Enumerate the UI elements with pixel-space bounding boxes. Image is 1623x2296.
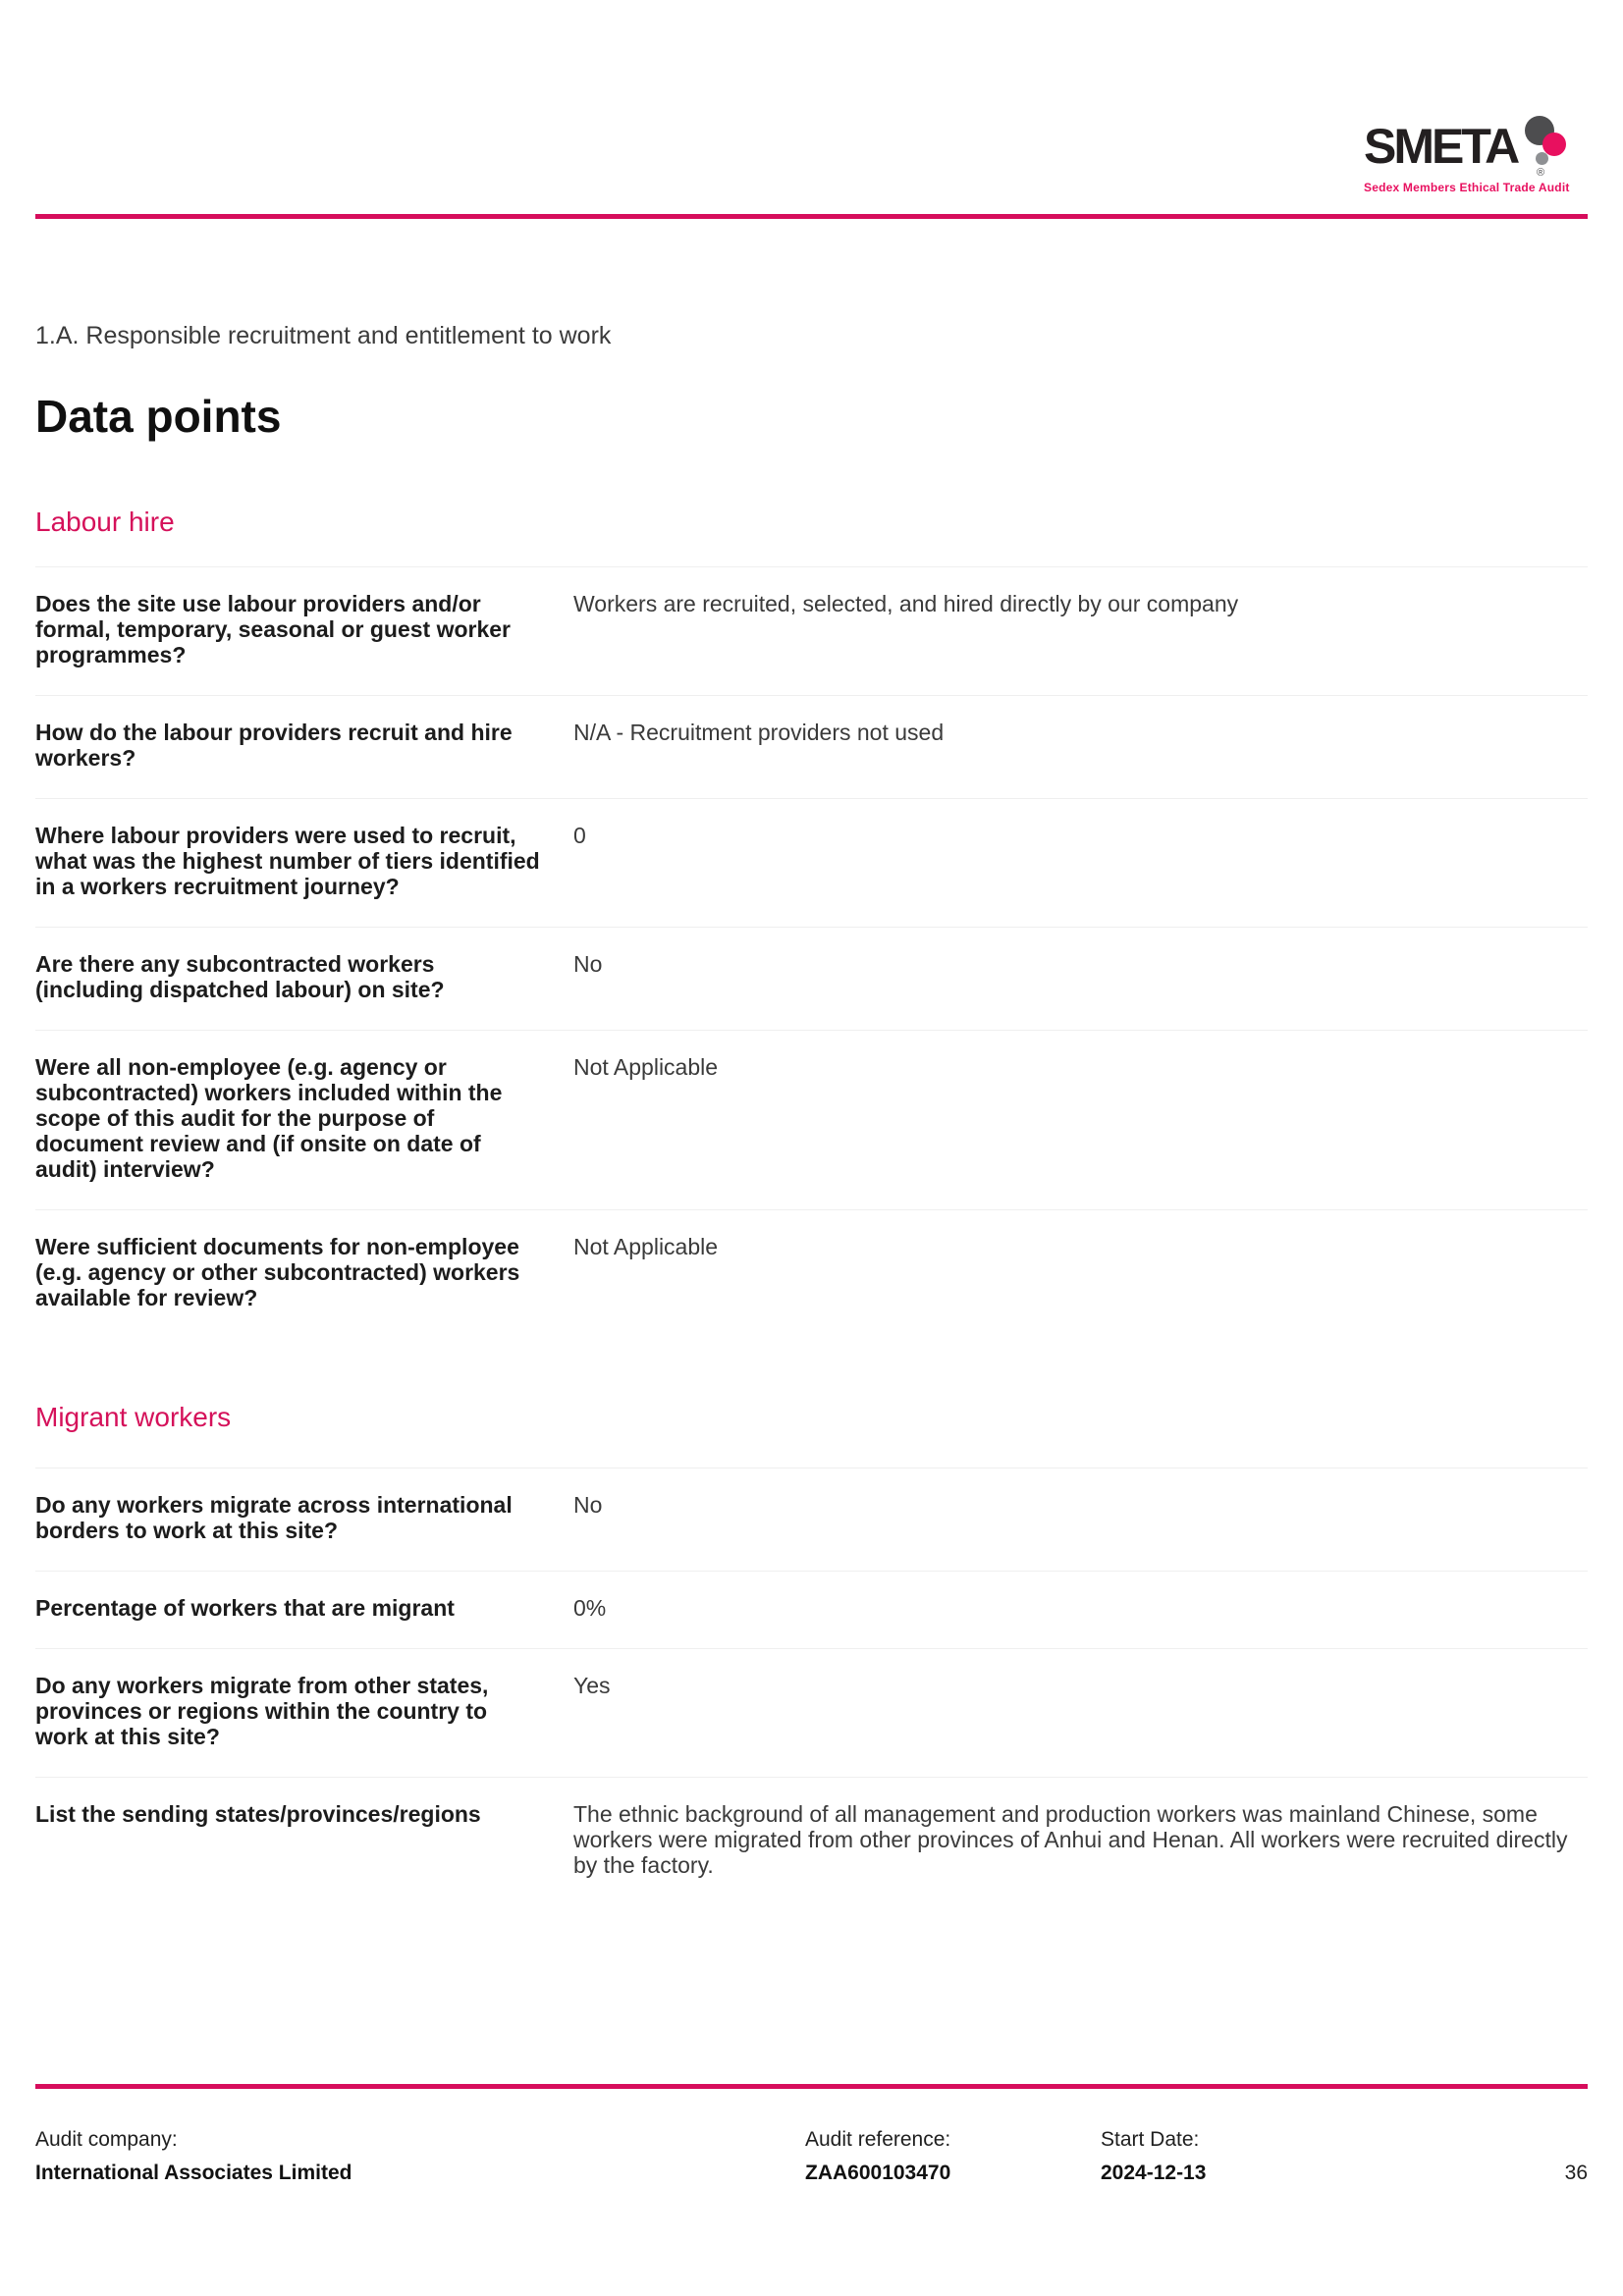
answer: Yes — [573, 1673, 611, 1698]
qa-row — [35, 1468, 1588, 1571]
qa-row — [35, 1209, 1588, 1310]
section-labour-hire — [35, 506, 1588, 1310]
question: Does the site use labour providers and/or formal, temporary, seasonal or guest worker programmes? — [35, 591, 512, 667]
answer: No — [573, 1492, 603, 1518]
question: Were all non-employee (e.g. agency or subcontracted) workers included within the scope of this audit for the purpose of document review and (if onsite on date of audit) interview? — [35, 1054, 503, 1182]
footer-start-date — [1101, 2127, 1565, 2186]
logo-dot-pink-icon — [1542, 133, 1566, 156]
smeta-logo-wordmark: SMETA — [1364, 119, 1518, 174]
group-heading-labour-hire: Labour hire — [35, 507, 175, 537]
question: Do any workers migrate from other states, provinces or regions within the country to work at this site? — [35, 1673, 489, 1749]
qa-row — [35, 1648, 1588, 1777]
start-date-value: 2024-12-13 — [1101, 2162, 1207, 2184]
answer: 0% — [573, 1595, 607, 1621]
answer: Not Applicable — [573, 1234, 719, 1259]
logo-dot-small-gray-icon — [1536, 152, 1548, 165]
smeta-logo-mark — [1364, 106, 1578, 181]
page-number: 36 — [1564, 2162, 1588, 2184]
qa-row — [35, 1030, 1588, 1209]
footer-audit-reference — [805, 2127, 1101, 2186]
qa-row — [35, 927, 1588, 1030]
qa-row — [35, 566, 1588, 695]
question: List the sending states/provinces/regions — [35, 1801, 481, 1827]
qa-row — [35, 1571, 1588, 1648]
answer: Workers are recruited, selected, and hired directly by our company — [573, 591, 1239, 616]
question: Are there any subcontracted workers (including dispatched labour) on site? — [35, 951, 445, 1002]
question: How do the labour providers recruit and hire workers? — [35, 720, 513, 771]
question: Were sufficient documents for non-employee (e.g. agency or other subcontracted) workers available for review? — [35, 1234, 520, 1310]
question: Where labour providers were used to recruit, what was the highest number of tiers identified in a workers recruitment journey? — [35, 823, 540, 899]
answer: The ethnic background of all management and production workers was mainland Chinese, some workers were migrated from other provinces of Anhui and Henan. All workers were recruited directly by the factory. — [573, 1801, 1568, 1878]
answer: 0 — [573, 823, 586, 848]
smeta-logo — [1364, 106, 1578, 198]
question: Do any workers migrate across international borders to work at this site? — [35, 1492, 513, 1543]
audit-company-label: Audit company: — [35, 2128, 178, 2151]
section-title: 1.A. Responsible recruitment and entitlement to work — [35, 322, 612, 349]
group-heading-migrant-workers: Migrant workers — [35, 1402, 232, 1432]
page-content — [35, 219, 1588, 1878]
qa-row — [35, 798, 1588, 927]
page-title: Data points — [35, 391, 282, 442]
answer: N/A - Recruitment providers not used — [573, 720, 945, 745]
smeta-logo-tagline: Sedex Members Ethical Trade Audit — [1364, 181, 1570, 194]
registered-trademark: ® — [1537, 167, 1545, 179]
question: Percentage of workers that are migrant — [35, 1595, 455, 1621]
start-date-label: Start Date: — [1101, 2128, 1200, 2151]
audit-reference-value: ZAA600103470 — [805, 2162, 951, 2184]
page-footer — [35, 2084, 1588, 2186]
answer: No — [573, 951, 603, 977]
audit-company-value: International Associates Limited — [35, 2162, 352, 2184]
footer-columns — [35, 2127, 1588, 2186]
answer: Not Applicable — [573, 1054, 719, 1080]
audit-reference-label: Audit reference: — [805, 2128, 951, 2151]
section-migrant-workers — [35, 1401, 1588, 1878]
footer-divider-rule — [35, 2084, 1588, 2089]
qa-row — [35, 1777, 1588, 1878]
qa-row — [35, 695, 1588, 798]
footer-audit-company — [35, 2127, 805, 2186]
